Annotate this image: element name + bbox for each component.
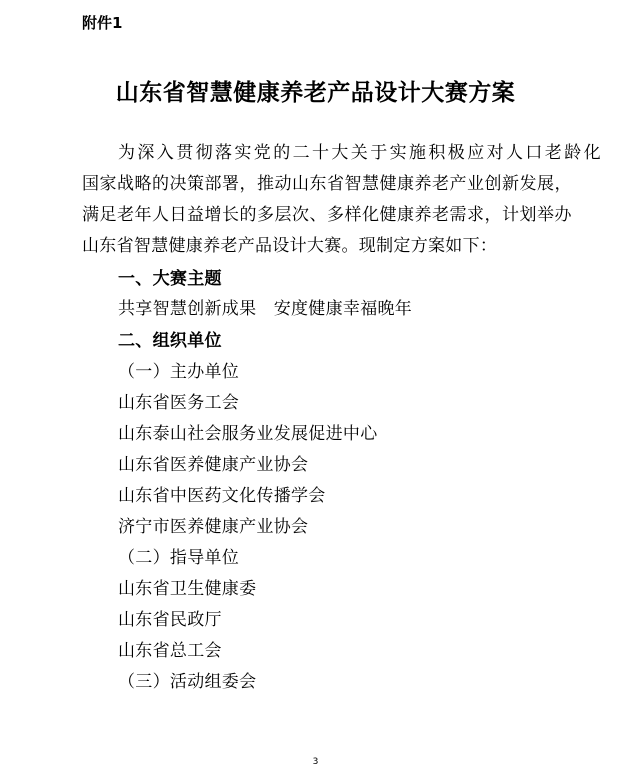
intro-line: 国家战略的决策部署，推动山东省智慧健康养老产业创新发展， [82, 174, 572, 194]
intro-line: 为深入贯彻落实党的二十大关于实施积极应对人口老龄化 [118, 143, 603, 163]
page-number: 3 [312, 757, 319, 767]
section-heading-theme: 一、大赛主题 [118, 269, 222, 289]
host-unit: 山东省医务工会 [118, 393, 240, 413]
host-unit: 山东泰山社会服务业发展促进中心 [118, 424, 378, 444]
host-unit: 济宁市医养健康产业协会 [118, 517, 309, 537]
theme-text: 共享智慧创新成果 安度健康幸福晚年 [118, 299, 413, 319]
attachment-label: 附件1 [82, 14, 123, 32]
intro-line: 山东省智慧健康养老产品设计大赛。现制定方案如下： [82, 236, 498, 256]
guide-unit: 山东省卫生健康委 [118, 579, 257, 599]
subsection-heading-host: （一）主办单位 [118, 362, 240, 382]
subsection-heading-guide: （二）指导单位 [118, 548, 240, 568]
intro-line: 满足老年人日益增长的多层次、多样化健康养老需求，计划举办 [82, 205, 572, 225]
host-unit: 山东省中医药文化传播学会 [118, 486, 326, 506]
intro-paragraph [82, 138, 603, 262]
guide-unit: 山东省总工会 [118, 641, 222, 661]
section-heading-organizers: 二、组织单位 [118, 331, 222, 351]
host-unit: 山东省医养健康产业协会 [118, 455, 309, 475]
subsection-heading-committee: （三）活动组委会 [118, 672, 257, 692]
document-title: 山东省智慧健康养老产品设计大赛方案 [115, 79, 516, 106]
guide-unit: 山东省民政厅 [118, 610, 222, 630]
